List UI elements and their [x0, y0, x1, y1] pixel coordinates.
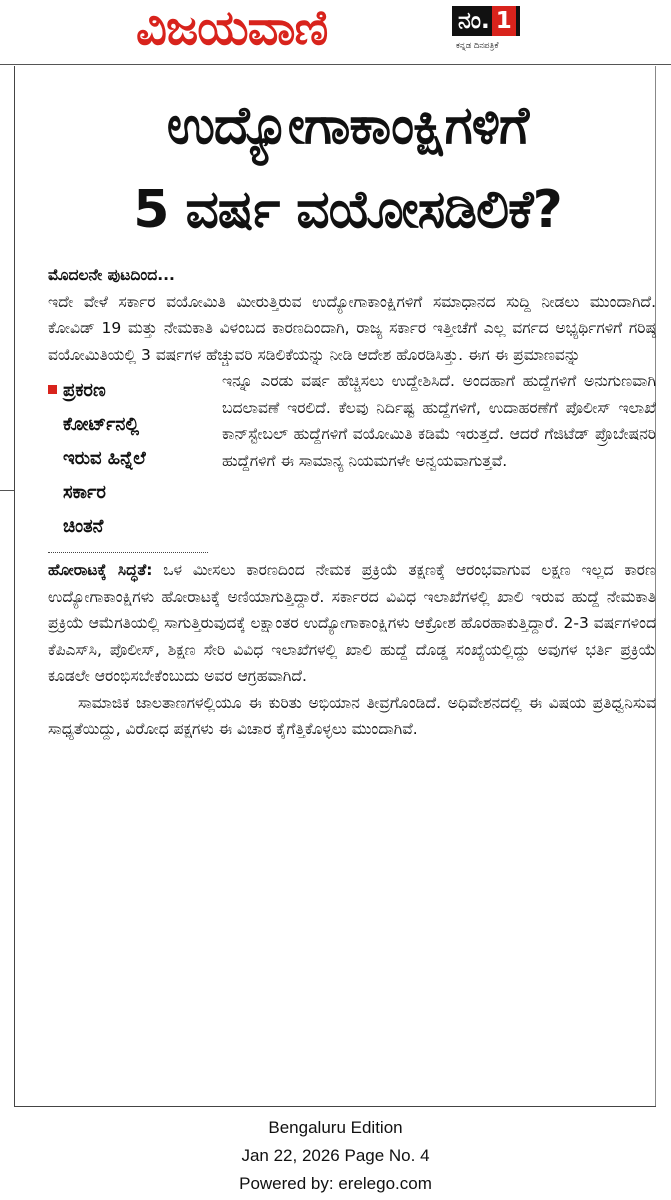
clipping-border-left [14, 66, 15, 1106]
article-headline [40, 84, 655, 252]
page-footer [0, 1114, 671, 1198]
sidebar-line-5: ಚಿಂತನೆ [63, 516, 104, 537]
headline-line-2: 5 ವರ್ಷ ವಯೋಸಡಿಲಿಕೆ? [133, 180, 562, 240]
paragraph-2 [48, 557, 656, 690]
paragraph-1: ಇದೇ ವೇಳೆ ಸರ್ಕಾರ ವಯೋಮಿತಿ ಮೀರುತ್ತಿರುವ ಉದ್ಯೋಗಾಕಾಂಕ್ಷಿಗಳಿಗೆ ಸಮಾಧಾನದ ಸುದ್ದಿ ನೀಡಲು ಮುಂದಾಗಿದೆ. ಕೋವಿಡ್ 19 ಮತ್ತು ನೇಮಕಾತಿ ವಿಳಂಬದ ಕಾರಣದಿಂದಾಗಿ, ರಾಜ್ಯ ಸರ್ಕಾರ ಇತ್ತೀಚೆಗೆ ಎಲ್ಲ ವರ್ಗದ ಅಭ್ಯರ್ಥಿಗಳಿಗೆ ಗರಿಷ್ಠ ವಯೋಮಿತಿಯಲ್ಲಿ 3 ವರ್ಷಗಳ ಹೆಚ್ಚುವರಿ ಸಡಿಲಿಕೆಯನ್ನು ನೀಡಿ ಆದೇಶ ಹೊರಡಿಸಿತ್ತು. ಈಗ ಈ ಪ್ರಮಾಣವನ್ನು [48, 292, 656, 364]
paragraph-3: ಸಾಮಾಜಿಕ ಜಾಲತಾಣಗಳಲ್ಲಿಯೂ ಈ ಕುರಿತು ಅಭಿಯಾನ ತೀವ್ರಗೊಂಡಿದೆ. ಅಧಿವೇಶನದಲ್ಲಿ ಈ ವಿಷಯ ಪ್ರತಿಧ್ವನಿಸುವ ಸಾಧ್ಯತೆಯಿದ್ದು, ವಿರೋಧ ಪಕ್ಷಗಳು ಈ ವಿಚಾರ ಕೈಗೆತ್ತಿಕೊಳ್ಳಲು ಮುಂದಾಗಿವೆ. [48, 693, 656, 738]
subhead-label: ಹೋರಾಟಕ್ಕೆ ಸಿದ್ಧತೆ: [48, 561, 153, 579]
newspaper-logo: ವಿಜಯವಾಣಿ [136, 0, 328, 56]
date-page-label: Jan 22, 2026 Page No. 4 [241, 1146, 430, 1165]
sidebar-line-1: ಪ್ರಕರಣ [48, 374, 208, 408]
badge-prefix: ನಂ. [458, 8, 490, 34]
paragraph-1-continued: ಇನ್ನೂ ಎರಡು ವರ್ಷ ಹೆಚ್ಚಿಸಲು ಉದ್ದೇಶಿಸಿದೆ. ಅಂದಹಾಗೆ ಹುದ್ದೆಗಳಿಗೆ ಅನುಗುಣವಾಗಿ ಬದಲಾವಣೆ ಇರಲಿದೆ. ಕೆಲವು ನಿರ್ದಿಷ್ಟ ಹುದ್ದೆಗಳಿಗೆ, ಉದಾಹರಣೆಗೆ ಪೊಲೀಸ್ ಇಲಾಖೆ ಕಾನ್‌ಸ್ಟೇಬಲ್ ಹುದ್ದೆಗಳಿಗೆ ವಯೋಮಿತಿ ಕಡಿಮೆ ಇರುತ್ತದೆ. ಆದರೆ ಗೆಜಿಟೆಡ್ ಪ್ರೊಬೇಷನರಿ ಹುದ್ದೆಗಳಿಗೆ ಈ ಸಾಮಾನ್ಯ ನಿಯಮಗಳೇ ಅನ್ವಯವಾಗುತ್ತವೆ. [222, 372, 656, 470]
clipping-border-bottom [14, 1106, 656, 1107]
sidebar-line-3: ಇರುವ ಹಿನ್ನೆಲೆ [63, 448, 146, 469]
headline-line-1: ಉದ್ಯೋಗಾಕಾಂಕ್ಷಿಗಳಿಗೆ [166, 96, 529, 156]
sidebar-text [48, 374, 208, 544]
sidebar-line-2: ಕೋರ್ಟ್‌ನಲ್ಲಿ [63, 414, 140, 435]
continued-from-label: ಮೊದಲನೇ ಪುಟದಿಂದ... [48, 266, 175, 284]
sidebar-line-4: ಸರ್ಕಾರ [63, 482, 106, 503]
paragraph-2-text: ಒಳ ಮೀಸಲು ಕಾರಣದಿಂದ ನೇಮಕ ಪ್ರಕ್ರಿಯೆ ತಕ್ಷಣಕ್ಕೆ ಆರಂಭವಾಗುವ ಲಕ್ಷಣ ಇಲ್ಲದ ಕಾರಣ ಉದ್ಯೋಗಾಕಾಂಕ್ಷಿಗಳು ಹೋರಾಟಕ್ಕೆ ಅಣಿಯಾಗುತ್ತಿದ್ದಾರೆ. ಸರ್ಕಾರದ ವಿವಿಧ ಇಲಾಖೆಗಳಲ್ಲಿ ಖಾಲಿ ಇರುವ ಹುದ್ದೆ ನೇಮಕಾತಿ ಪ್ರಕ್ರಿಯೆ ಆಮೆಗತಿಯಲ್ಲಿ ಸಾಗುತ್ತಿರುವುದಕ್ಕೆ ಲಕ್ಷಾಂತರ ಉದ್ಯೋಗಾಕಾಂಕ್ಷಿಗಳು ಆಕ್ರೋಶ ಹೊರಹಾಕುತ್ತಿದ್ದಾರೆ. 2-3 ವರ್ಷಗಳಿಂದ ಕೆಪಿಎಸ್‌ಸಿ, ಪೊಲೀಸ್, ಶಿಕ್ಷಣ ಸೇರಿ ವಿವಿಧ ಇಲಾಖೆಗಳಲ್ಲಿ ಖಾಲಿ ಹುದ್ದೆ ದೊಡ್ಡ ಸಂಖ್ಯೆಯಲ್ಲಿದ್ದು ಅವುಗಳ ಭರ್ತಿ ಪ್ರಕ್ರಿಯೆ ಕೂಡಲೇ ಆರಂಭಿಸಬೇಕೆಂಬುದು ಅವರ ಆಗ್ರಹವಾಗಿದೆ. [48, 561, 656, 685]
clipping-tick-mark [0, 490, 14, 491]
sidebar-highlight [48, 374, 208, 553]
badge-number: 1 [492, 6, 516, 36]
red-square-bullet-icon [48, 385, 57, 394]
masthead [0, 0, 671, 62]
edition-label: Bengaluru Edition [268, 1118, 403, 1137]
masthead-tagline: ಕನ್ನಡ ದಿನಪತ್ರಿಕೆ [456, 41, 499, 51]
masthead-divider [0, 64, 671, 65]
article-body [48, 262, 656, 743]
number-one-badge [452, 6, 520, 36]
powered-by-label: Powered by: erelego.com [239, 1174, 432, 1193]
